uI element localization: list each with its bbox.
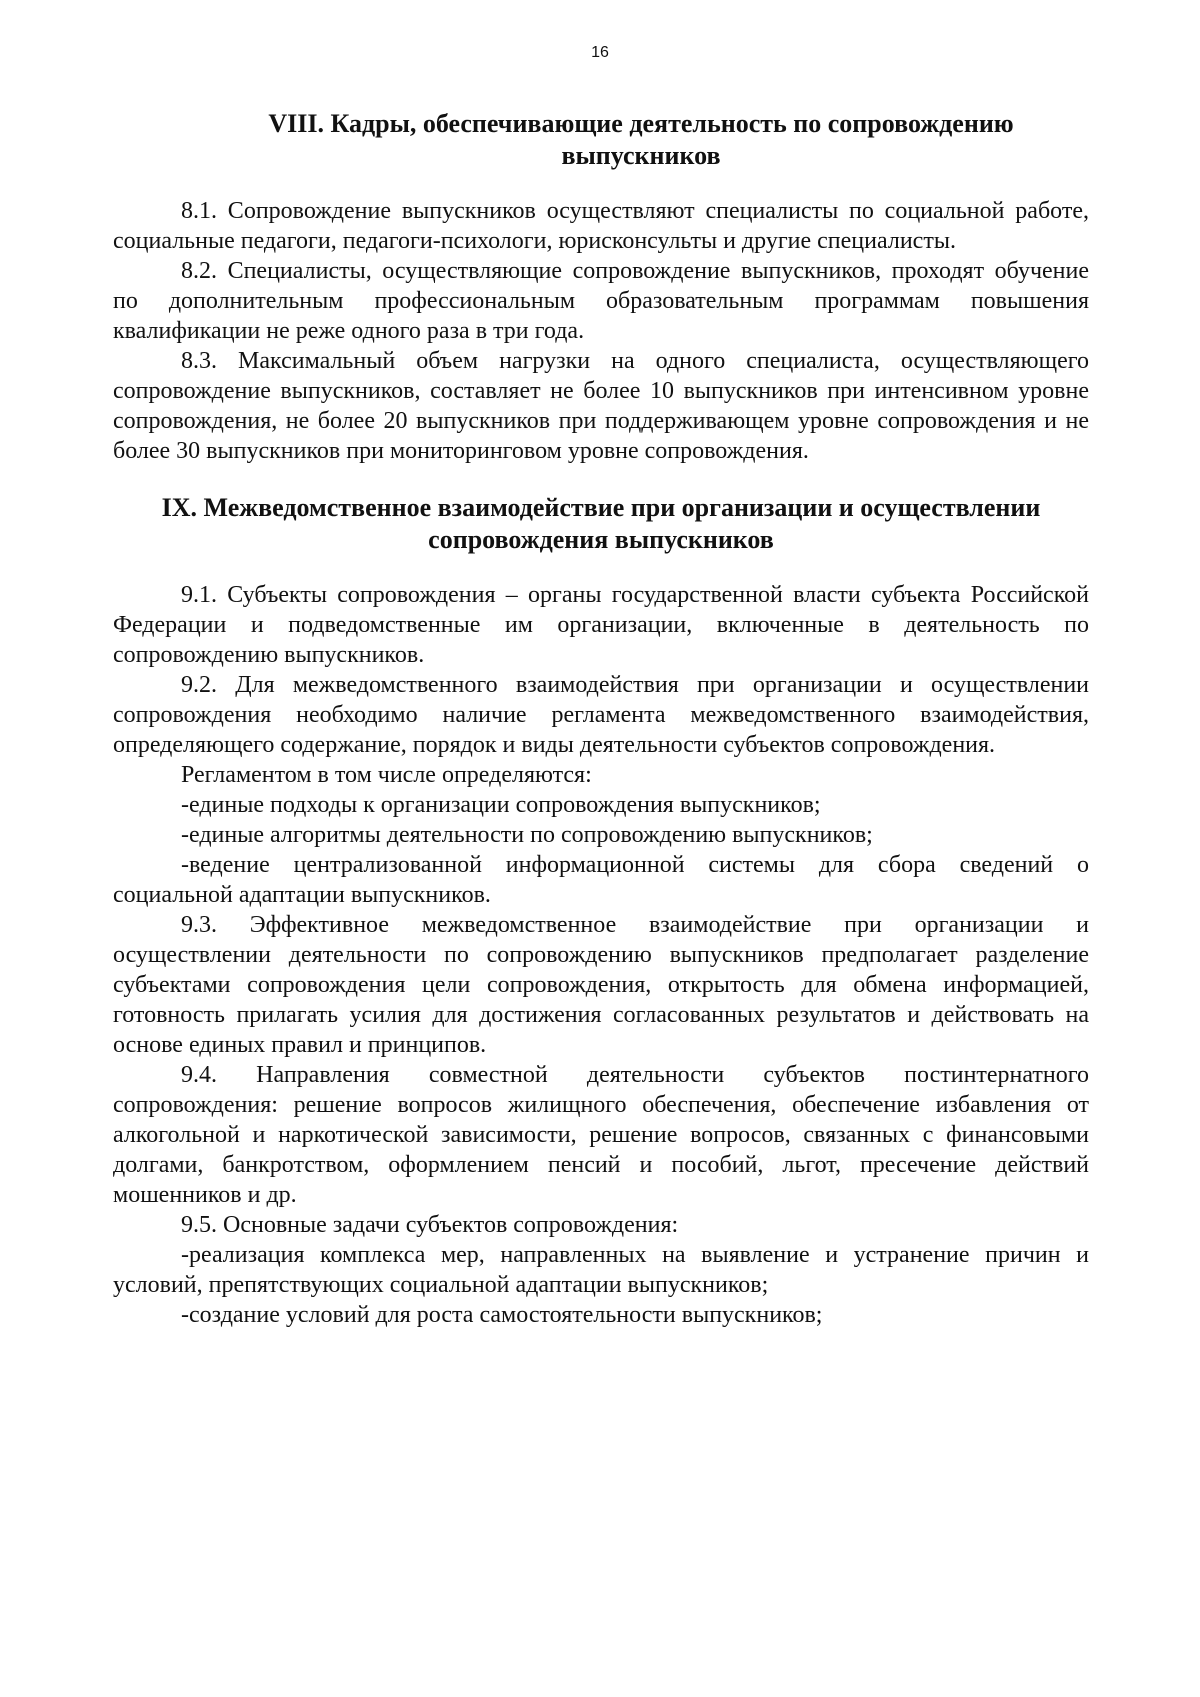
section-8 <box>113 108 1089 466</box>
section-9-heading <box>113 492 1089 556</box>
section-8-heading-line-1: VIII. Кадры, обеспечивающие деятельность по сопровождению <box>268 109 1014 138</box>
list-item-algorithms: -единые алгоритмы деятельности по сопровождению выпускников; <box>181 822 873 848</box>
section-8-paragraphs <box>113 196 1089 466</box>
paragraph-9-5: 9.5. Основные задачи субъектов сопровождения: <box>181 1212 679 1238</box>
list-item-information-system: -ведение централизованной информационной системы для сбора сведений о социальной адаптации выпускников. <box>113 852 1089 908</box>
paragraph-9-3: 9.3. Эффективное межведомственное взаимодействие при организации и осуществлении деятельности по сопровождению выпускников предполагает разделение субъектами сопровождения цели сопровождения, открытость для обмена информацией, готовность прилагать усилия для достижения согласованных результатов и действовать на основе единых правил и принципов. <box>113 912 1089 1058</box>
section-9-heading-line-1: IX. Межведомственное взаимодействие при организации и осуществлении <box>161 493 1041 522</box>
paragraph-regulation-intro: Регламентом в том числе определяются: <box>181 762 592 788</box>
document-body <box>113 108 1089 1330</box>
paragraph-8-2: 8.2. Специалисты, осуществляющие сопровождение выпускников, проходят обучение по дополнительным профессиональным образовательным программам повышения квалификации не реже одного раза в три года. <box>113 258 1089 344</box>
paragraph-9-1: 9.1. Субъекты сопровождения – органы государственной власти субъекта Российской Федерации и подведомственные им организации, включенные в деятельность по сопровождению выпускников. <box>113 582 1089 668</box>
list-item-approaches: -единые подходы к организации сопровождения выпускников; <box>181 792 821 818</box>
list-item-measures: -реализация комплекса мер, направленных на выявление и устранение причин и условий, препятствующих социальной адаптации выпускников; <box>113 1242 1089 1298</box>
paragraph-8-3: 8.3. Максимальный объем нагрузки на одного специалиста, осуществляющего сопровождение выпускников, составляет не более 10 выпускников при интенсивном уровне сопровождения, не более 20 выпускников при поддерживающем уровне сопровождения и не более 30 выпускников при мониторинговом уровне сопровождения. <box>113 348 1089 464</box>
section-8-heading <box>113 108 1089 172</box>
section-9-heading-line-2: сопровождения выпускников <box>428 525 774 554</box>
paragraph-8-1: 8.1. Сопровождение выпускников осуществляют специалисты по социальной работе, социальные педагоги, педагоги-психологи, юрисконсульты и другие специалисты. <box>113 198 1089 254</box>
page-number: 16 <box>591 44 609 61</box>
section-9-paragraphs <box>113 580 1089 1330</box>
paragraph-9-4: 9.4. Направления совместной деятельности субъектов постинтернатного сопровождения: решение вопросов жилищного обеспечения, обеспечение избавления от алкогольной и наркотической зависимости, решение вопросов, связанных с финансовыми долгами, банкротством, оформлением пенсий и пособий, льгот, пресечение действий мошенников и др. <box>113 1062 1089 1208</box>
section-9 <box>113 492 1089 1330</box>
section-8-heading-line-2: выпускников <box>561 141 721 170</box>
list-item-independence: -создание условий для роста самостоятельности выпускников; <box>181 1302 823 1328</box>
paragraph-9-2: 9.2. Для межведомственного взаимодействия при организации и осуществлении сопровождения необходимо наличие регламента межведомственного взаимодействия, определяющего содержание, порядок и виды деятельности субъектов сопровождения. <box>113 672 1089 758</box>
